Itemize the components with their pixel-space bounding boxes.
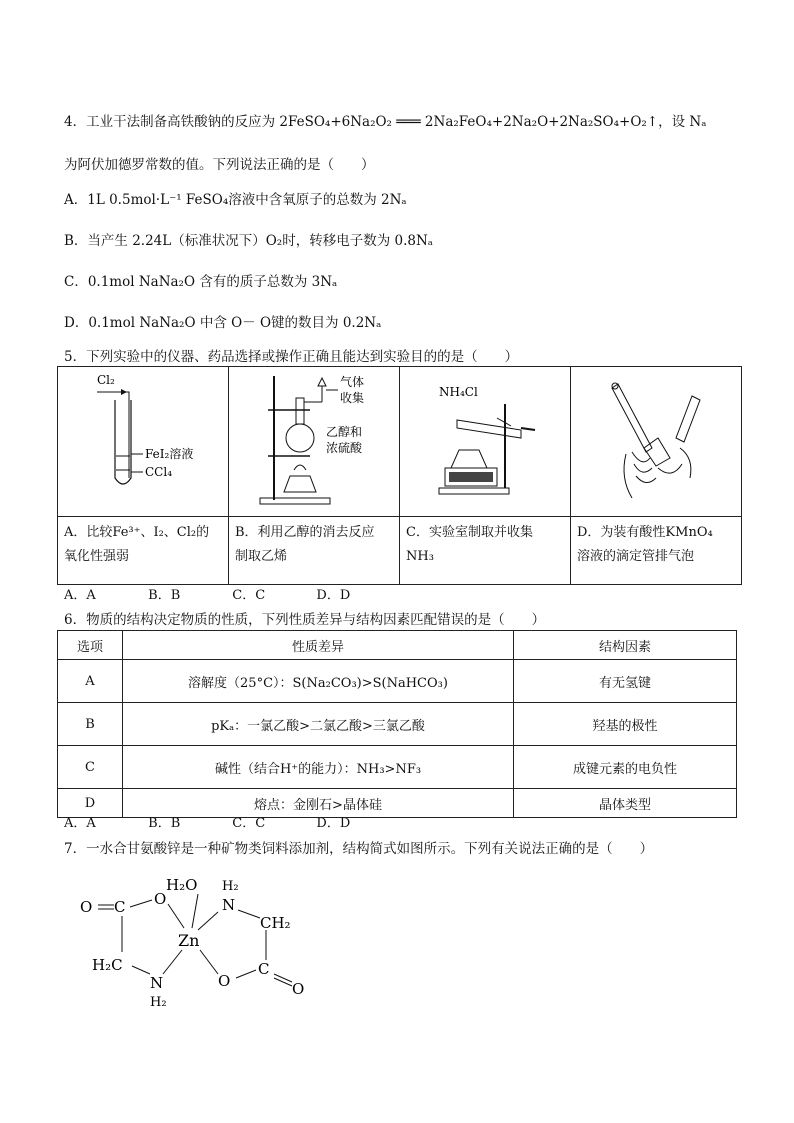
q4-option-b: B．当产生 2.24L（标准状况下）O₂时，转移电子数为 0.8Nₐ [64, 233, 433, 249]
caption-a-line1: A．比较Fe³⁺、I₂、Cl₂的 [64, 525, 210, 540]
q6-header-option: 选项 [58, 631, 123, 660]
q6-row-b [58, 703, 737, 746]
q6-row-d-property: 熔点：金刚石>晶体硅 [123, 789, 514, 818]
caption-b-line1: B．利用乙醇的消去反应 [235, 525, 375, 540]
q6-option-b: B．B [148, 816, 181, 831]
q4-option-a: A．1L 0.5mol·L⁻¹ FeSO₄溶液中含氧原子的总数为 2Nₐ [64, 192, 407, 208]
caption-c-line1: C．实验室制取并收集 [406, 525, 533, 540]
caption-d-line2: 溶液的滴定管排气泡 [577, 549, 695, 564]
q6-option-c: C．C [232, 816, 266, 831]
q5-option-c: C．C [232, 588, 266, 603]
fig-a-label2: CCl₄ [145, 465, 173, 479]
q7-stem: 7．一水合甘氨酸锌是一种矿物类饲料添加剂，结构简式如图所示。下列有关说法正确的是（ ） [64, 841, 654, 857]
q4-stem-line1: 4．工业干法制备高铁酸钠的反应为 2FeSO₄+6Na₂O₂ ═══ 2Na₂FeO₄+2Na₂O+2Na₂SO₄+O₂↑，设 Nₐ [64, 114, 707, 130]
q6-row-a-property: 溶解度（25°C）：S(Na₂CO₃)>S(NaHCO₃) [123, 660, 514, 703]
q5-fig-d-cell [571, 367, 742, 517]
caption-d-line1: D．为装有酸性KMnO₄ [577, 525, 713, 540]
ammonia-apparatus-figure [401, 368, 569, 511]
caption-c-line2: NH₃ [406, 549, 434, 564]
q6-header-property: 性质差异 [123, 631, 514, 660]
fig-a-reagent: Cl₂ [97, 373, 115, 387]
atom-c-left: C [114, 898, 126, 916]
test-tube-figure [59, 368, 227, 511]
q6-row-c-factor: 成键元素的电负性 [514, 746, 737, 789]
zinc-glycinate-structure [70, 870, 330, 1020]
q6-row-a-factor: 有无氢键 [514, 660, 737, 703]
q6-option-d: D．D [316, 816, 351, 831]
caption-a-line2: 氧化性强弱 [64, 549, 130, 564]
q5-fig-a-cell [58, 367, 229, 517]
atom-o-carbonyl-left: O [80, 898, 93, 916]
fig-a-label1: FeI₂溶液 [145, 447, 194, 461]
q6-option-a: A．A [64, 816, 96, 831]
q5-fig-c-cell [400, 367, 571, 517]
fig-b-label3: 乙醇和 [326, 425, 363, 439]
atom-h2o: H₂O [166, 876, 198, 894]
fig-c-reagent: NH₄Cl [439, 385, 478, 399]
q6-row-a-option: A [58, 660, 123, 703]
q6-table [57, 630, 737, 818]
q5-option-b: B．B [148, 588, 181, 603]
q6-row-b-option: B [58, 703, 123, 746]
q6-row-b-factor: 羟基的极性 [514, 703, 737, 746]
q5-fig-b-cell [229, 367, 400, 517]
q6-row-d-factor: 晶体类型 [514, 789, 737, 818]
q6-row-c-option: C [58, 746, 123, 789]
q5-caption-a [58, 517, 229, 585]
q5-caption-d [571, 517, 742, 585]
atom-h2c-left: H₂C [92, 956, 123, 974]
atom-n-bottom: N [150, 974, 164, 992]
q4-stem-line2: 为阿伏加德罗常数的值。下列说法正确的是（ ） [64, 157, 375, 173]
atom-h2-top: H₂ [222, 879, 239, 894]
q6-row-b-property: pKₐ：一氯乙酸>二氯乙酸>三氯乙酸 [123, 703, 514, 746]
atom-c-right: C [258, 960, 270, 978]
caption-b-line2: 制取乙烯 [235, 549, 288, 564]
q6-stem: 6．物质的结构决定物质的性质，下列性质差异与结构因素匹配错误的是（ ） [64, 612, 546, 628]
q5-options [64, 584, 396, 603]
q6-header-factor: 结构因素 [514, 631, 737, 660]
distillation-figure [230, 368, 398, 511]
q4-option-d: D．0.1mol NaNa₂O 中含 O－ O键的数目为 0.2Nₐ [64, 315, 382, 331]
q5-table [57, 366, 742, 585]
q5-stem: 5．下列实验中的仪器、药品选择或操作正确且能达到实验目的的是（ ） [64, 349, 519, 365]
q6-row-d-option: D [58, 789, 123, 818]
atom-n-top: N [222, 896, 236, 914]
atom-h2-bottom: H₂ [150, 995, 167, 1010]
atom-o-left: O [154, 890, 167, 908]
q6-row-c-property: 碱性（结合H⁺的能力）：NH₃>NF₃ [123, 746, 514, 789]
atom-o-carbonyl-right: O [292, 980, 305, 998]
q4-option-c: C．0.1mol NaNa₂O 含有的质子总数为 3Nₐ [64, 274, 338, 290]
atom-o-right: O [218, 972, 231, 990]
q5-caption-b [229, 517, 400, 585]
q5-caption-c [400, 517, 571, 585]
burette-figure [572, 368, 740, 511]
q6-options [64, 812, 396, 831]
fig-b-label1: 气体 [340, 375, 365, 389]
atom-ch2-right: CH₂ [260, 914, 291, 932]
q5-option-a: A．A [64, 588, 96, 603]
fig-b-label2: 收集 [340, 391, 365, 405]
q6-row-c [58, 746, 737, 789]
atom-zn: Zn [178, 931, 200, 950]
fig-b-label4: 浓硫酸 [326, 441, 363, 455]
q5-option-d: D．D [316, 588, 351, 603]
q6-row-a [58, 660, 737, 703]
